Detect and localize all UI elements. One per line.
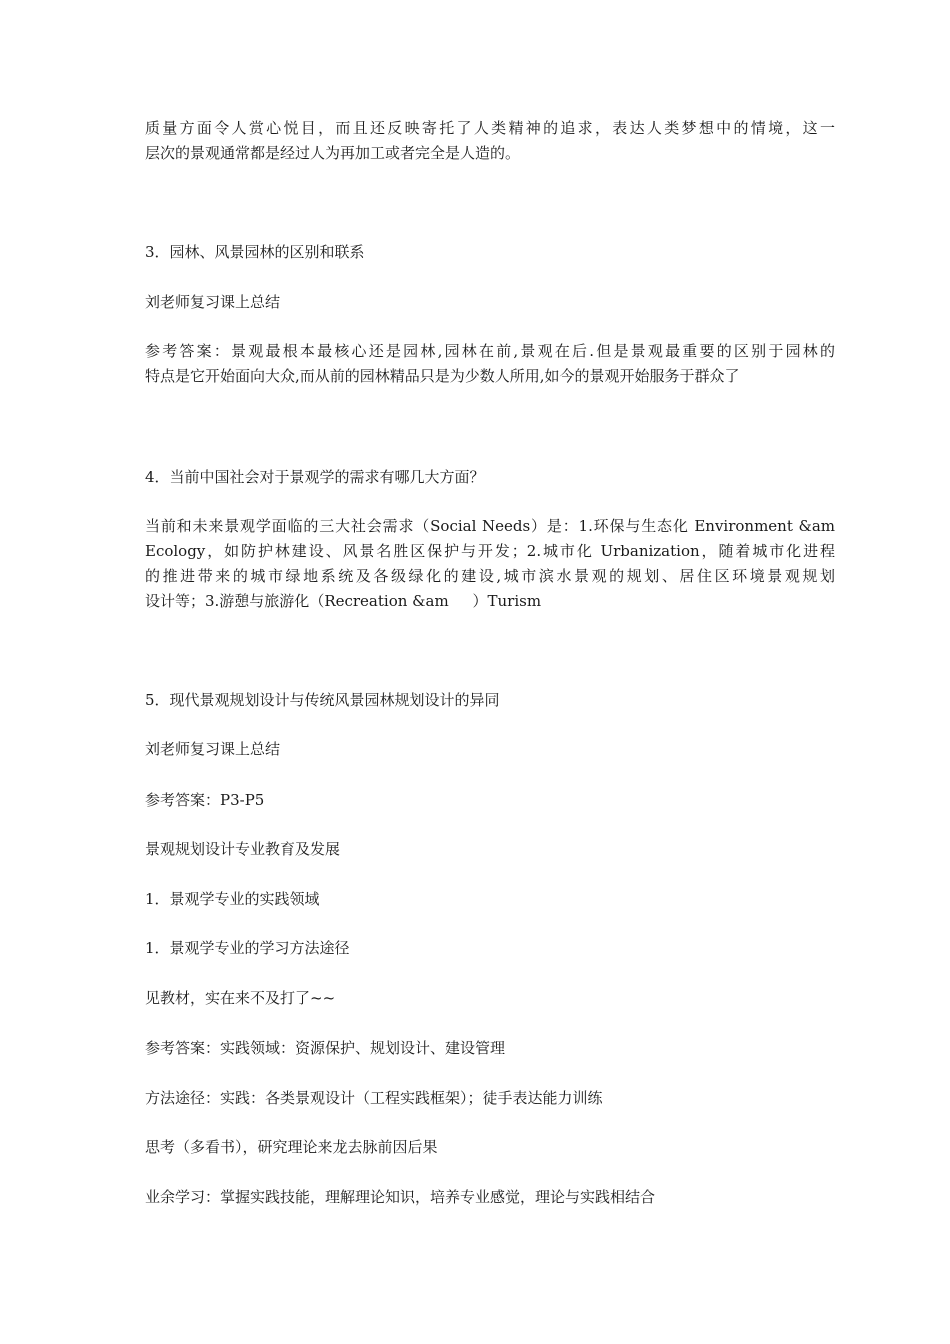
section-answer-3: 思考（多看书），研究理论来龙去脉前因后果 bbox=[145, 1138, 438, 1156]
question-4-answer bbox=[145, 514, 835, 614]
q4-answer-line-2: Ecology，如防护林建设、风景名胜区保护与开发；2.城市化 Urbanization，随着城市化进程 bbox=[145, 542, 835, 560]
intro-line-1: 质量方面令人赏心悦目，而且还反映寄托了人类精神的追求，表达人类梦想中的情境，这一 bbox=[145, 119, 835, 137]
question-3-answer bbox=[145, 339, 835, 389]
question-5-answer: 参考答案：P3-P5 bbox=[145, 791, 265, 809]
question-3: 3．园林、风景园林的区别和联系 bbox=[145, 243, 365, 261]
section-title: 景观规划设计专业教育及发展 bbox=[145, 840, 341, 858]
question-5-source: 刘老师复习课上总结 bbox=[145, 740, 281, 758]
section-question-1: 1．景观学专业的实践领域 bbox=[145, 890, 320, 908]
intro-paragraph bbox=[145, 116, 835, 166]
q4-answer-line-3: 的推进带来的城市绿地系统及各级绿化的建设,城市滨水景观的规划、居住区环境景观规划 bbox=[145, 567, 835, 585]
question-5: 5．现代景观规划设计与传统风景园林规划设计的异同 bbox=[145, 691, 500, 709]
q3-answer-line-2: 特点是它开始面向大众,而从前的园林精品只是为少数人所用,如今的景观开始服务于群众了 bbox=[145, 367, 740, 385]
section-question-2: 1．景观学专业的学习方法途径 bbox=[145, 939, 350, 957]
question-4: 4．当前中国社会对于景观学的需求有哪几大方面？ bbox=[145, 468, 485, 486]
q4-answer-line-4: 设计等；3.游憩与旅游化（Recreation &am ）Turism bbox=[145, 592, 542, 610]
q3-answer-line-1: 参考答案：景观最根本最核心还是园林,园林在前,景观在后.但是景观最重要的区别于园林的 bbox=[145, 342, 835, 360]
section-answer-4: 业余学习：掌握实践技能，理解理论知识，培养专业感觉，理论与实践相结合 bbox=[145, 1188, 656, 1206]
question-3-source: 刘老师复习课上总结 bbox=[145, 293, 281, 311]
q4-answer-line-1: 当前和未来景观学面临的三大社会需求（Social Needs）是：1.环保与生态化 Environment &am bbox=[145, 517, 835, 535]
intro-line-2: 层次的景观通常都是经过人为再加工或者完全是人造的。 bbox=[145, 144, 521, 162]
section-answer-2: 方法途径：实践：各类景观设计（工程实践框架）；徒手表达能力训练 bbox=[145, 1089, 603, 1107]
section-answer-1: 参考答案：实践领域：资源保护、规划设计、建设管理 bbox=[145, 1039, 506, 1057]
section-note: 见教材，实在来不及打了~~ bbox=[145, 989, 336, 1007]
